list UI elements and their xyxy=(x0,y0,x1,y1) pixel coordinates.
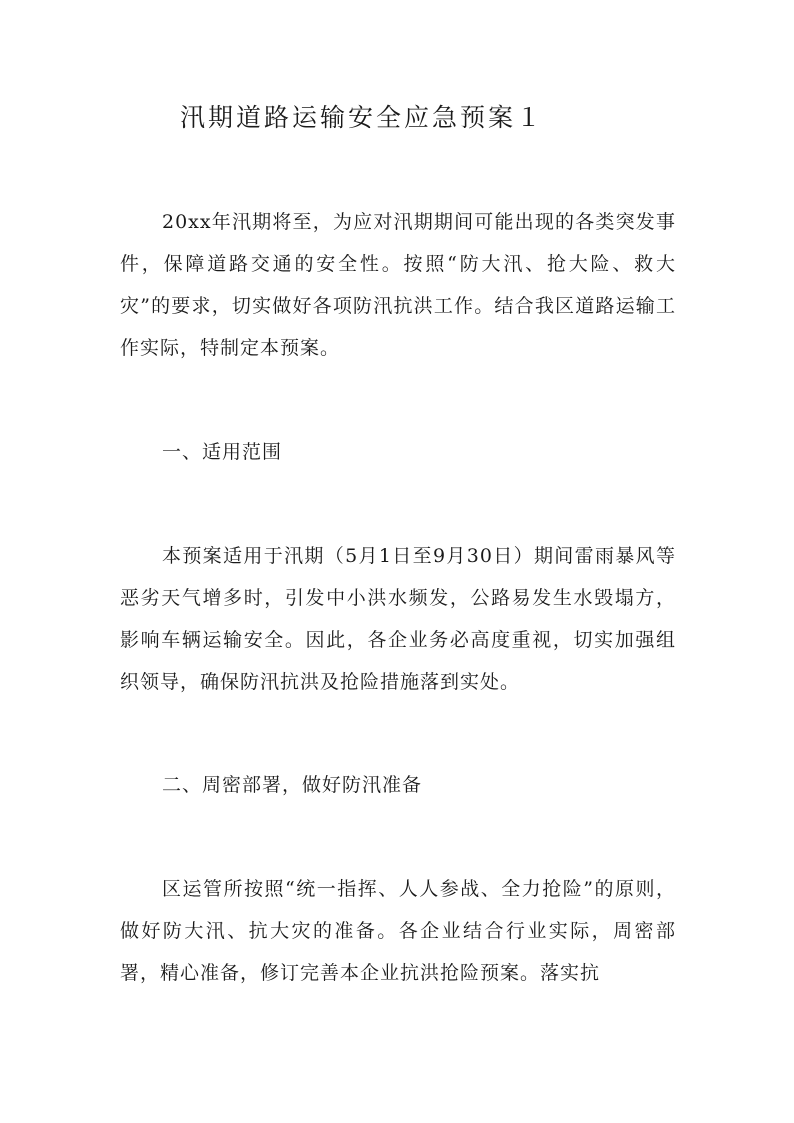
section-heading-scope: 一、适用范围 xyxy=(162,441,283,463)
section-heading-preparation: 二、周密部署，做好防汛准备 xyxy=(162,774,423,796)
document-title: 汛期道路运输安全应急预案１ xyxy=(180,103,545,132)
paragraph-preparation: 区运管所按照“统一指挥、人人参战、全力抢险”的原则，做好防大汛、抗大灾的准备。各企业结合行业实际，周密部署，精心准备，修订完善本企业抗洪抢险预案。落实抗 xyxy=(120,878,676,984)
paragraph-intro: 20xx年汛期将至，为应对汛期期间可能出现的各类突发事件，保障道路交通的安全性。按照“防大汛、抢大险、救大灾”的要求，切实做好各项防汛抗洪工作。结合我区道路运输工作实际，特制定本预案。 xyxy=(120,211,676,359)
paragraph-scope: 本预案适用于汛期（5月1日至9月30日）期间雷雨暴风等恶劣天气增多时，引发中小洪水频发，公路易发生水毁塌方，影响车辆运输安全。因此，各企业务必高度重视，切实加强组织领导，确保防汛抗洪及抢险措施落到实处。 xyxy=(120,545,676,693)
